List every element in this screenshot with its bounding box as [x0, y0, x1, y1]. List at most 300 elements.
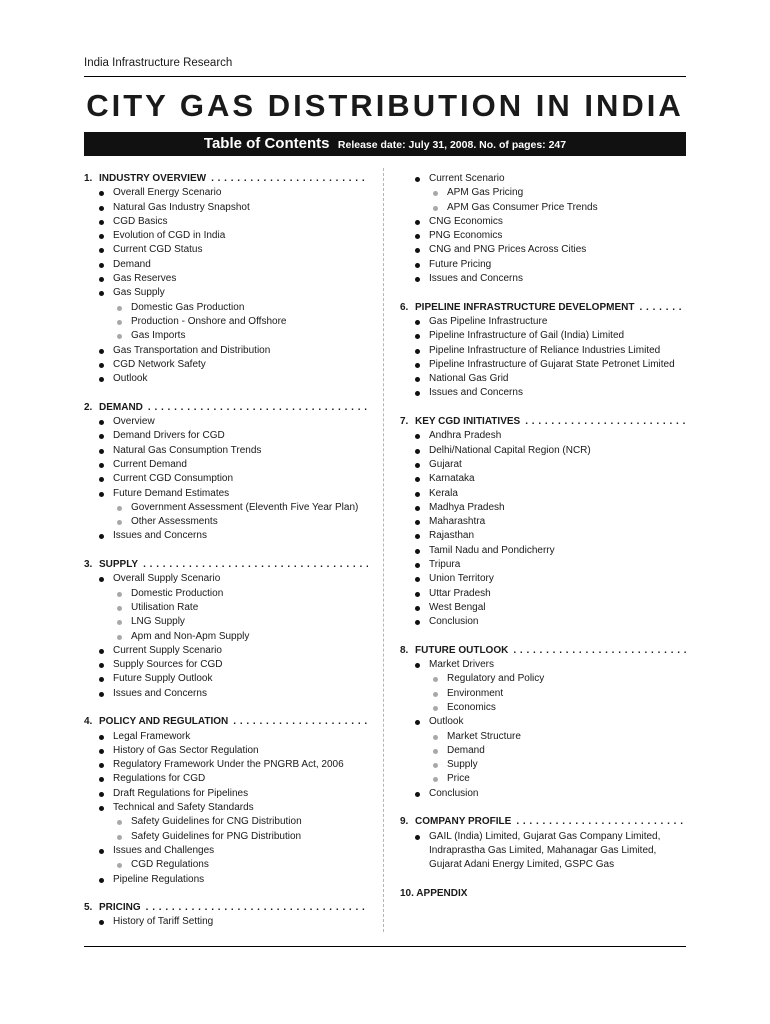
bullet-icon	[415, 620, 420, 625]
toc-subitem-label: Environment	[447, 687, 504, 699]
toc-item[interactable]	[84, 344, 368, 358]
toc-item[interactable]	[84, 444, 368, 458]
toc-item-label: Pipeline Infrastructure of Gail (India) Limited	[429, 330, 625, 342]
toc-item[interactable]	[400, 372, 686, 386]
toc-item[interactable]	[84, 658, 368, 672]
bullet-icon	[415, 449, 420, 454]
toc-item[interactable]	[400, 830, 686, 873]
toc-item[interactable]	[84, 429, 368, 443]
bullet-icon	[415, 835, 420, 840]
toc-subitem[interactable]	[400, 186, 686, 200]
toc-subitem-label: Gas Imports	[131, 330, 186, 342]
toc-item-label: Andhra Pradesh	[429, 430, 502, 442]
bullet-icon	[99, 735, 104, 740]
toc-item-label: Issues and Concerns	[429, 387, 523, 399]
bullet-icon	[415, 334, 420, 339]
bullet-icon	[99, 206, 104, 211]
section-number: 6.	[400, 301, 409, 313]
toc-item-label: History of Tariff Setting	[113, 916, 214, 928]
toc-item[interactable]	[400, 444, 686, 458]
release-info: Release date: July 31, 2008. No. of pages: 247	[337, 139, 567, 151]
toc-item-label: Karnataka	[429, 473, 475, 485]
toc-item[interactable]	[84, 372, 368, 386]
section-heading[interactable]	[84, 558, 368, 572]
toc-item-label: Issues and Concerns	[113, 530, 207, 542]
toc-item-label: Current Scenario	[429, 173, 505, 184]
toc-item[interactable]	[84, 258, 368, 272]
toc-item-label: Regulations for CGD	[113, 773, 206, 785]
toc-item[interactable]	[84, 787, 368, 801]
toc-item-label: CGD Basics	[113, 215, 168, 227]
toc-item[interactable]	[84, 472, 368, 486]
toc-item-label: Future Pricing	[429, 258, 492, 270]
toc-item-label: Supply Sources for CGD	[113, 659, 223, 671]
bullet-icon	[99, 534, 104, 539]
bullet-icon	[99, 792, 104, 797]
toc-item[interactable]	[84, 487, 368, 501]
toc-subitem[interactable]	[400, 744, 686, 758]
section-heading[interactable]	[400, 415, 686, 429]
toc-item[interactable]	[84, 687, 368, 701]
toc-section-company-profile	[400, 815, 686, 872]
section-title: POLICY AND REGULATION	[99, 716, 229, 728]
bullet-icon	[415, 663, 420, 668]
toc-item-label: Market Drivers	[429, 659, 495, 671]
bullet-icon	[99, 649, 104, 654]
toc-subitem-label: Regulatory and Policy	[447, 673, 545, 685]
toc-item-label: Gujarat	[429, 458, 462, 470]
toc-subitem-label: Price	[447, 773, 470, 785]
toc-item[interactable]	[400, 229, 686, 243]
bullet-icon	[99, 577, 104, 582]
bullet-icon	[99, 878, 104, 883]
publisher-name: India Infrastructure Research	[84, 57, 233, 69]
toc-item-label: Issues and Concerns	[429, 273, 523, 285]
bullet-icon	[415, 434, 420, 439]
bullet-icon	[415, 606, 420, 611]
sub-bullet-icon	[433, 677, 438, 682]
toc-item[interactable]	[400, 572, 686, 586]
toc-item-label: Draft Regulations for Pipelines	[113, 787, 249, 799]
toc-item[interactable]	[400, 544, 686, 558]
toc-subitem-label: APM Gas Pricing	[447, 187, 524, 199]
toc-section-pricing-continued	[400, 172, 686, 286]
toc-item-label: Issues and Concerns	[113, 687, 207, 699]
bullet-icon	[415, 792, 420, 797]
toc-item[interactable]	[84, 458, 368, 472]
toc-subitem-label: Government Assessment (Eleventh Five Year Plan)	[131, 501, 359, 513]
toc-subitem-label: Demand	[447, 744, 485, 756]
dot-leader	[516, 815, 686, 829]
toc-subitem[interactable]	[400, 730, 686, 744]
toc-item-label: Conclusion	[429, 787, 479, 799]
section-title: DEMAND	[99, 401, 143, 413]
toc-item[interactable]	[400, 472, 686, 486]
toc-subitem-label: Domestic Production	[131, 587, 224, 599]
toc-item-label: Natural Gas Consumption Trends	[113, 444, 262, 456]
bullet-icon	[415, 363, 420, 368]
toc-item[interactable]	[84, 772, 368, 786]
toc-item-label: CNG and PNG Prices Across Cities	[429, 244, 587, 256]
toc-item-label: Outlook	[113, 373, 148, 385]
bullet-icon	[415, 349, 420, 354]
toc-subitem[interactable]	[84, 858, 368, 872]
bullet-icon	[99, 420, 104, 425]
toc-item[interactable]	[400, 658, 686, 672]
section-title: COMPANY PROFILE	[415, 816, 512, 828]
toc-item-label: Madhya Pradesh	[429, 501, 505, 513]
toc-item[interactable]	[400, 715, 686, 729]
bullet-icon	[99, 349, 104, 354]
toc-item[interactable]	[84, 358, 368, 372]
toc-item[interactable]	[400, 386, 686, 400]
toc-subitem-label: Market Structure	[447, 730, 521, 742]
section-title: PIPELINE INFRASTRUCTURE DEVELOPMENT	[415, 301, 635, 313]
toc-item-label: Gas Reserves	[113, 273, 177, 285]
dot-leader	[148, 401, 368, 415]
sub-bullet-icon	[117, 334, 122, 339]
toc-subitem[interactable]	[84, 815, 368, 829]
toc-item[interactable]	[84, 672, 368, 686]
sub-bullet-icon	[433, 749, 438, 754]
toc-section-appendix	[400, 887, 686, 901]
toc-item-label: Future Demand Estimates	[113, 487, 230, 499]
toc-item-label: History of Gas Sector Regulation	[113, 744, 259, 756]
toc-item-label: West Bengal	[429, 601, 486, 613]
bullet-icon	[99, 434, 104, 439]
toc-item[interactable]	[400, 501, 686, 515]
toc-item-label: Regulatory Framework Under the PNGRB Act, 2006	[113, 759, 344, 771]
bullet-icon	[99, 191, 104, 196]
toc-subitem[interactable]	[84, 501, 368, 515]
bullet-icon	[99, 291, 104, 296]
toc-item[interactable]	[400, 615, 686, 629]
toc-item-label: Natural Gas Industry Snapshot	[113, 201, 250, 213]
toc-subitem-label: LNG Supply	[131, 616, 185, 628]
bullet-icon	[415, 220, 420, 225]
sub-bullet-icon	[433, 706, 438, 711]
toc-item-label: Overall Energy Scenario	[113, 187, 222, 199]
toc-item-label: Delhi/National Capital Region (NCR)	[429, 444, 591, 456]
toc-item-label: CGD Network Safety	[113, 358, 206, 370]
section-title: PRICING	[99, 902, 141, 914]
toc-item[interactable]	[84, 744, 368, 758]
toc-subitem[interactable]	[400, 672, 686, 686]
section-number: 9.	[400, 816, 409, 828]
toc-item[interactable]	[400, 787, 686, 801]
bullet-icon	[99, 692, 104, 697]
sub-bullet-icon	[117, 835, 122, 840]
toc-item[interactable]	[400, 344, 686, 358]
toc-item[interactable]	[84, 286, 368, 300]
bullet-icon	[415, 320, 420, 325]
toc-subitem[interactable]	[400, 687, 686, 701]
toc-item[interactable]	[84, 529, 368, 543]
toc-item[interactable]	[400, 587, 686, 601]
toc-item-label: CNG Economics	[429, 215, 503, 227]
section-number: 5.	[84, 902, 93, 914]
section-title: KEY CGD INITIATIVES	[415, 416, 521, 428]
top-rule	[84, 76, 686, 77]
toc-item[interactable]	[400, 601, 686, 615]
toc-subitem[interactable]	[84, 830, 368, 844]
bullet-icon	[415, 234, 420, 239]
bullet-icon	[99, 663, 104, 668]
sub-bullet-icon	[117, 306, 122, 311]
bullet-icon	[415, 492, 420, 497]
toc-subitem[interactable]	[400, 758, 686, 772]
toc-section-future-outlook	[400, 644, 686, 801]
toc-item[interactable]	[84, 243, 368, 257]
toc-item[interactable]	[84, 186, 368, 200]
toc-banner	[84, 132, 686, 156]
document-title: CITY GAS DISTRIBUTION IN INDIA	[86, 88, 684, 123]
sub-bullet-icon	[117, 592, 122, 597]
sub-bullet-icon	[433, 763, 438, 768]
toc-subitem[interactable]	[84, 587, 368, 601]
section-heading[interactable]	[84, 715, 368, 729]
toc-item[interactable]	[84, 758, 368, 772]
toc-item[interactable]	[84, 873, 368, 887]
bullet-icon	[99, 806, 104, 811]
toc-item-label: Evolution of CGD in India	[113, 230, 226, 242]
toc-heading: Table of Contents	[203, 135, 330, 152]
toc-subitem[interactable]	[84, 615, 368, 629]
section-number: 8.	[400, 644, 409, 656]
company-list-line: Indraprastha Gas Limited, Mahanagar Gas Limited,	[429, 844, 657, 856]
toc-item[interactable]	[400, 529, 686, 543]
toc-subitem-label: CGD Regulations	[131, 859, 209, 871]
toc-item-label: Gas Supply	[113, 287, 165, 299]
dot-leader	[146, 901, 368, 915]
toc-section-demand	[84, 401, 368, 544]
toc-item[interactable]	[84, 644, 368, 658]
toc-subitem[interactable]	[84, 329, 368, 343]
bullet-icon	[415, 520, 420, 525]
section-title: INDUSTRY OVERVIEW	[99, 173, 207, 184]
column-divider	[383, 168, 384, 932]
section-title: SUPPLY	[99, 559, 139, 571]
toc-item[interactable]	[84, 229, 368, 243]
sub-bullet-icon	[433, 692, 438, 697]
bullet-icon	[415, 534, 420, 539]
toc-item-label: Issues and Challenges	[113, 844, 215, 856]
toc-left-column	[84, 172, 368, 944]
toc-subitem-label: Apm and Non-Apm Supply	[131, 630, 250, 642]
toc-subitem[interactable]	[84, 630, 368, 644]
sub-bullet-icon	[117, 606, 122, 611]
dot-leader	[525, 415, 686, 429]
toc-item[interactable]	[400, 172, 686, 186]
bullet-icon	[99, 449, 104, 454]
sub-bullet-icon	[117, 863, 122, 868]
toc-item[interactable]	[84, 272, 368, 286]
toc-item-label: Gas Transportation and Distribution	[113, 344, 271, 356]
toc-subitem[interactable]	[84, 515, 368, 529]
bullet-icon	[415, 263, 420, 268]
toc-item-label: Tripura	[429, 559, 461, 571]
bullet-icon	[99, 248, 104, 253]
section-number: 7.	[400, 416, 409, 428]
toc-item[interactable]	[84, 801, 368, 815]
dot-leader	[143, 558, 368, 572]
section-heading[interactable]	[84, 401, 368, 415]
toc-item[interactable]	[84, 915, 368, 929]
toc-item-label: Demand	[113, 258, 151, 270]
sub-bullet-icon	[117, 620, 122, 625]
section-heading[interactable]	[400, 644, 686, 658]
toc-item[interactable]	[400, 258, 686, 272]
bullet-icon	[415, 277, 420, 282]
toc-item-label: Current Supply Scenario	[113, 644, 222, 656]
toc-item[interactable]	[400, 458, 686, 472]
bullet-icon	[415, 506, 420, 511]
toc-item-label: Maharashtra	[429, 516, 486, 528]
section-heading[interactable]	[400, 887, 686, 901]
toc-item-label: Conclusion	[429, 616, 479, 628]
toc-item-label: Overall Supply Scenario	[113, 573, 221, 585]
bullet-icon	[415, 720, 420, 725]
toc-section-pricing	[84, 901, 368, 930]
toc-item[interactable]	[84, 572, 368, 586]
toc-subitem[interactable]	[400, 701, 686, 715]
bullet-icon	[415, 248, 420, 253]
toc-item[interactable]	[84, 844, 368, 858]
toc-section-industry-overview	[84, 172, 368, 386]
toc-item-label: Uttar Pradesh	[429, 587, 491, 599]
toc-item[interactable]	[400, 515, 686, 529]
toc-item[interactable]	[84, 215, 368, 229]
toc-item[interactable]	[400, 429, 686, 443]
toc-item-label: Legal Framework	[113, 730, 191, 742]
bullet-icon	[415, 463, 420, 468]
toc-item-label: Current CGD Status	[113, 244, 203, 256]
toc-item-label: Pipeline Regulations	[113, 873, 205, 885]
toc-item-label: Current Demand	[113, 458, 187, 470]
bullet-icon	[99, 849, 104, 854]
bullet-icon	[99, 463, 104, 468]
toc-item[interactable]	[400, 215, 686, 229]
toc-subitem[interactable]	[400, 201, 686, 215]
bullet-icon	[415, 377, 420, 382]
toc-item[interactable]	[400, 487, 686, 501]
toc-item[interactable]	[400, 243, 686, 257]
sub-bullet-icon	[117, 320, 122, 325]
bullet-icon	[99, 220, 104, 225]
sub-bullet-icon	[117, 506, 122, 511]
section-number: 1.	[84, 173, 93, 184]
bullet-icon	[415, 577, 420, 582]
bullet-icon	[99, 763, 104, 768]
dot-leader	[513, 644, 686, 658]
bullet-icon	[415, 177, 420, 182]
toc-subitem[interactable]	[84, 301, 368, 315]
toc-item[interactable]	[400, 272, 686, 286]
bullet-icon	[99, 234, 104, 239]
toc-item-label: Outlook	[429, 716, 464, 728]
section-title: 10. APPENDIX	[400, 887, 468, 899]
toc-section-pipeline-infrastructure	[400, 301, 686, 401]
toc-item-label: Rajasthan	[429, 530, 475, 542]
toc-subitem[interactable]	[84, 315, 368, 329]
bullet-icon	[415, 391, 420, 396]
toc-item-label: Demand Drivers for CGD	[113, 430, 225, 442]
toc-section-key-cgd-initiatives	[400, 415, 686, 629]
toc-section-policy-regulation	[84, 715, 368, 887]
dot-leader	[639, 301, 686, 315]
toc-item-label: Union Territory	[429, 573, 494, 585]
toc-item-label: Future Supply Outlook	[113, 673, 213, 685]
section-number: 2.	[84, 401, 93, 413]
dot-leader	[211, 172, 368, 186]
section-number: 4.	[84, 716, 93, 728]
toc-section-supply	[84, 558, 368, 701]
toc-item-label: Tamil Nadu and Pondicherry	[429, 544, 555, 556]
toc-item-label: Overview	[113, 416, 155, 428]
toc-subitem[interactable]	[84, 601, 368, 615]
toc-item[interactable]	[84, 415, 368, 429]
bullet-icon	[99, 363, 104, 368]
toc-item[interactable]	[400, 315, 686, 329]
section-heading[interactable]	[400, 815, 686, 829]
toc-item-label: Pipeline Infrastructure of Reliance Industries Limited	[429, 344, 661, 356]
toc-item[interactable]	[400, 558, 686, 572]
sub-bullet-icon	[117, 635, 122, 640]
toc-subitem-label: Production - Onshore and Offshore	[131, 315, 287, 327]
dot-leader	[233, 715, 368, 729]
toc-item-label: Current CGD Consumption	[113, 473, 234, 485]
toc-item-label: Technical and Safety Standards	[113, 802, 254, 814]
toc-item[interactable]	[400, 358, 686, 372]
section-heading[interactable]	[84, 901, 368, 915]
bullet-icon	[99, 377, 104, 382]
toc-right-column	[400, 172, 686, 915]
bullet-icon	[99, 920, 104, 925]
toc-item[interactable]	[84, 201, 368, 215]
sub-bullet-icon	[433, 191, 438, 196]
company-list-line: Gujarat Adani Energy Limited, GSPC Gas	[429, 859, 615, 871]
section-heading[interactable]	[84, 172, 368, 186]
toc-item-label: Gas Pipeline Infrastructure	[429, 315, 548, 327]
sub-bullet-icon	[433, 735, 438, 740]
toc-item[interactable]	[400, 329, 686, 343]
toc-item[interactable]	[84, 730, 368, 744]
toc-subitem-label: Economics	[447, 701, 496, 713]
sub-bullet-icon	[117, 820, 122, 825]
bullet-icon	[415, 563, 420, 568]
company-list-line: GAIL (India) Limited, Gujarat Gas Company Limited,	[429, 830, 661, 842]
bullet-icon	[99, 749, 104, 754]
toc-item-label: PNG Economics	[429, 230, 503, 242]
toc-item-label: Pipeline Infrastructure of Gujarat State Petronet Limited	[429, 358, 675, 370]
toc-subitem-label: Domestic Gas Production	[131, 301, 245, 313]
bottom-rule	[84, 946, 686, 947]
sub-bullet-icon	[433, 206, 438, 211]
sub-bullet-icon	[117, 520, 122, 525]
toc-item-label: National Gas Grid	[429, 373, 509, 385]
bullet-icon	[99, 277, 104, 282]
bullet-icon	[99, 477, 104, 482]
bullet-icon	[415, 592, 420, 597]
bullet-icon	[99, 777, 104, 782]
bullet-icon	[415, 549, 420, 554]
toc-subitem-label: Supply	[447, 759, 478, 771]
toc-subitem-label: Safety Guidelines for CNG Distribution	[131, 816, 302, 828]
section-heading[interactable]	[400, 301, 686, 315]
toc-subitem-label: Safety Guidelines for PNG Distribution	[131, 830, 302, 842]
toc-subitem[interactable]	[400, 772, 686, 786]
toc-subitem-label: Utilisation Rate	[131, 601, 199, 613]
